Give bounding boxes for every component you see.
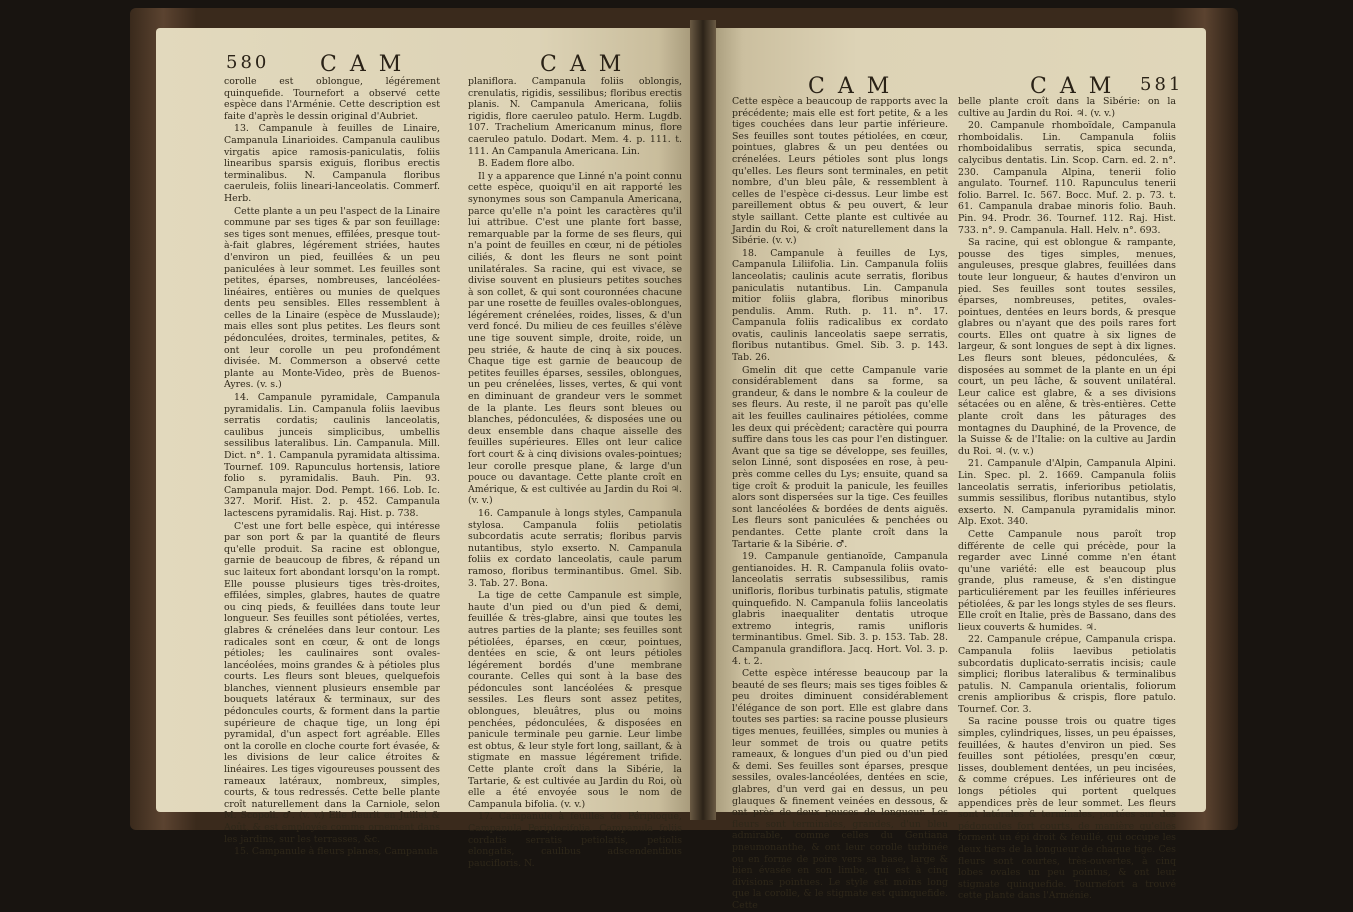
left-page-number: 580 <box>226 52 270 73</box>
paragraph: 14. Campanule pyramidale, Campanula pyramidalis. Lin. Campanula foliis laevibus serratis cordatis; caulinis lanceolatis, caulibus junceis simplicibus, umbellis sessilibus lateralibus. Lin. Campanula. Mill. Dict. n°. 1. Campanula pyramidata altissima. Tournef. 109. Rapunculus hortensis, latiore folio s. pyramidalis. Bauh. Pin. 93. Campanula major. Dod. Pempt. 166. Lob. Ic. 327. Morif. Hist. 2. p. 452. Campanula lactescens pyramidalis. Raj. Hist. p. 738. <box>224 392 440 519</box>
paragraph: Cette espèce a beaucoup de rapports avec la précédente; mais elle est fort petite, & a les tiges couchées dans leur partie inférieure. Ses feuilles sont toutes pétiolées, en cœur, pointues, glabres & un peu dentées ou crénelées. Leurs pétioles sont plus longs qu'elles. Les fleurs sont terminales, en petit nombre, d'un bleu pâle, & ressemblent à celles de l'espèce ci-dessus. Leur limbe est pareillement obtus & peu ouvert, & leur style saillant. Cette plante est cultivée au Jardin du Roi, & croît naturellement dans la Sibérie. (v. v.) <box>732 96 948 247</box>
right-page-number: 581 <box>1140 74 1184 95</box>
paragraph: 20. Campanule rhomboïdale, Campanula rhomboidalis. Lin. Campanula foliis rhomboidalibus serratis, spica secunda, calycibus dentatis. Lin. Scop. Carn. ed. 2. n°. 230. Campanula Alpina, tenerii folio angulato. Tournef. 110. Rapunculus tenerii folio. Barrel. Ic. 567. Bocc. Muf. 2. p. 73. t. 61. Campanula drabae minoris folio. Bauh. Pin. 94. Prodr. 36. Tournef. 112. Raj. Hist. 733. n°. 9. Campanula. Hall. Helv. n°. 693. <box>958 120 1176 236</box>
paragraph: Cette plante a un peu l'aspect de la Linaire commune par ses tiges & par son feuillage: ses tiges sont menues, effilées, presque tout-à-fait glabres, légérement striées, hautes d'environ un pied, feuillées & un peu paniculées à leur sommet. Les feuilles sont petites, éparses, nombreuses, lancéolées-linéaires, entières ou munies de quelques dents peu sensibles. Elles ressemblent à celles de la Linaire (espèce de Musslaude); mais elles sont plus petites. Les fleurs sont pédonculées, droites, terminales, petites, & ont leur corolle un peu profondément divisée. M. Commerson a observé cette plante au Monte-Video, près de Buenos-Ayres. (v. s.) <box>224 205 440 391</box>
paragraph: Cette Campanule nous paroît trop différente de celle qui précède, pour la regarder avec Linné comme n'en étant qu'une variété: elle est beaucoup plus grande, plus rameuse, & s'en distingue particuliérement par les feuilles inférieures pétiolées, & par les longs styles de ses fleurs. Elle croît en Italie, près de Bassano, dans des lieux couverts & humides. ♃. <box>958 528 1176 633</box>
paragraph: 15. Campanule à fleurs planes, Campanula <box>234 846 439 858</box>
paragraph: 16. Campanule à longs styles, Campanula stylosa. Campanula foliis petiolatis subcordatis acute serratis; floribus parvis nutantibus, stylo exserto. N. Campanula foliis ex cordato lanceolatis, caule parum ramoso, floribus terminantibus. Gmel. Sib. 3. Tab. 27. Bona. <box>468 507 682 589</box>
paragraph: 18. Campanule à feuilles de Lys, Campanula Liliifolia. Lin. Campanula foliis lanceolatis; caulinis acute serratis, floribus paniculatis nutantibus. Lin. Campanula mitior foliis glabra, floribus minoribus pendulis. Amm. Ruth. p. 11. n°. 17. Campanula foliis radicalibus ex cordato ovatis, caulinis lanceolatis saepe serratis, floribus nutantibus. Gmel. Sib. 3. p. 143. Tab. 26. <box>732 247 948 364</box>
paragraph: 22. Campanule crépue, Campanula crispa. Campanula foliis laevibus petiolatis subcordatis duplicato-serratis incisis; caule simplici; floribus lateralibus & terminalibus patulis. N. Campanula orientalis, foliorum crenis amplioribus & crispis, flore patulo. Tournef. Cor. 3. <box>958 634 1176 715</box>
paragraph: Cette espèce intéresse beaucoup par la beauté de ses fleurs; mais ses tiges foibles & peu droites diminuent considérablement l'élégance de son port. Elle est glabre dans toutes ses parties: sa racine pousse plusieurs tiges menues, feuillées, simples ou munies à leur sommet de trois ou quatre petits rameaux, & longues d'un pied ou d'un pied & demi. Ses feuilles sont éparses, presque sessiles, ovales-lancéolées, dentées en scie, glabres, d'un verd gai en dessus, un peu glauques & finement veinées en dessous, & ont près de deux pouces de longueur. Les fleurs sont terminales, grandes, d'un bleu admirable, comme celles du Gentiana pneumonanthe, & ont leur corolle turbinée ou en forme de poire vers sa base, large & bien évasée en son limbe, qui est à cinq divisions pointues. Le style est moins long que la corolle, & le stigmate est quinquefide. Cette <box>732 668 948 911</box>
right-column-2 <box>958 96 1176 902</box>
left-running-head-2: C A M <box>540 52 625 77</box>
paragraph: planiflora. Campanula foliis oblongis, crenulatis, rigidis, sessilibus; floribus erectis planis. N. Campanula Americana, foliis rigidis, flore caeruleo patulo. Herm. Lugdb. 107. Trachelium Americanum minus, flore caeruleo patulo. Dodart. Mem. 4. p. 111. t. 111. An Campanula Americana. Lin. <box>468 76 682 157</box>
paragraph: C'est une fort belle espèce, qui intéresse par son port & par la quantité de fleurs qu'elle produit. Sa racine est oblongue, garnie de beaucoup de fibres, & répand un suc laiteux fort abondant lorsqu'on la rompt. Elle pousse plusieurs tiges très-droites, effilées, simples, glabres, hautes de quatre ou cinq pieds, & feuillées dans toute leur longueur. Ses feuilles sont pétiolées, vertes, glabres & crénelées dans leur contour. Les radicales sont en cœur, & ont de longs pétioles; les caulinaires sont ovales-lancéolées, moins grandes & à pétioles plus courts. Les fleurs sont bleues, quelquefois blanches, viennent plusieurs ensemble par bouquets latéraux & terminaux, sur des pédoncules courts, & forment dans la partie supérieure de chaque tige, un long épi pyramidal, d'un aspect fort agréable. Elles ont la corolle en cloche courte fort évasée, & les divisions de leur calice étroites & linéaires. Les tiges vigoureuses poussent des rameaux latéraux, nombreux, simples, courts, & tous redressés. Cette belle plante croît naturellement dans la Carniole, selon M. Scopoli. ♂. (v. v.) Elle fleurit en Juillet & Août, & est employée comme ornement dans les jardins, sur les terrasses, &c. <box>224 520 440 845</box>
paragraph: Il y a apparence que Linné n'a point connu cette espèce, quoiqu'il en ait rapporté les synonymes sous son Campanula Americana, parce qu'elle n'a point les caractères qu'il lui attribue. C'est une plante fort basse, remarquable par la forme de ses fleurs, qui n'a point de feuilles en cœur, ni de pétioles ciliés, & dont les fleurs ne sont point unilatérales. Sa racine, qui est vivace, se divise souvent en plusieurs petites souches à son collet, & qui sont couronnées chacune par une rosette de feuilles ovales-oblongues, légérement crénelées, roides, lisses, & d'un verd foncé. Du milieu de ces feuilles s'élève une tige souvent simple, droite, roide, un peu striée, & haute de cinq à six pouces. Chaque tige est garnie de beaucoup de petites feuilles éparses, sessiles, oblongues, un peu crénelées, lisses, vertes, & qui vont en diminuant de grandeur vers le sommet de la plante. Les fleurs sont bleues ou blanches, pédonculées, & disposées une ou deux ensemble dans chaque aisselle des feuilles supérieures. Elles ont leur calice fort court & à cinq divisions ovales-pointues; leur corolle presque plane, & large d'un pouce ou davantage. Cette plante croît en Amérique, & est cultivée au Jardin du Roi ♃. (v. v.) <box>468 170 682 507</box>
paragraph: Sa racine, qui est oblongue & rampante, pousse des tiges simples, menues, anguleuses, presque glabres, feuillées dans toute leur longueur, & hautes d'environ un pied. Ses feuilles sont toutes sessiles, éparses, nombreuses, petites, ovales-pointues, dentées en leurs bords, & presque glabres ou n'ayant que des poils rares fort courts. Elles ont quatre à six lignes de largeur, & sont longues de sept à dix lignes. Les fleurs sont bleues, pédonculées, & disposées au sommet de la plante en un épi court, un peu lâche, & souvent unilatéral. Leur calice est glabre, & a ses divisions sétacées ou en alêne, & très-entières. Cette plante croît dans les pâturages des montagnes du Dauphiné, de la Provence, de la Suisse & de l'Italie: on la cultive au Jardin du Roi. ♃. (v. v.) <box>958 237 1176 457</box>
left-column-1 <box>224 76 440 858</box>
paragraph: 17. Campanule à feuilles de Périploque, Campanula Periplocifolia. Campanula foliis cordatis serratis petiolatis, petiolis elongatis, caulibus adscendentibus paucifloris. N. <box>468 811 682 869</box>
paragraph: 21. Campanule d'Alpin, Campanula Alpini. Lin. Spec. pl. 2. 1669. Campanula foliis lanceolatis serratis, inferioribus petiolatis, summis sessilibus, floribus nutantibus, stylo exserto. N. Campanula pyramidalis minor. Alp. Exot. 340. <box>958 458 1176 528</box>
paragraph: La tige de cette Campanule est simple, haute d'un pied ou d'un pied & demi, feuillée & très-glabre, ainsi que toutes les autres parties de la plante; ses feuilles sont pétiolées, éparses, en cœur, pointues, dentées en scie, & ont leurs pétioles légérement bordés d'une membrane courante. Celles qui sont à la base des pédoncules sont lancéolées & presque sessiles. Les fleurs sont assez petites, oblongues, bleuâtres, plus ou moins penchées, pédonculées, & disposées en panicule terminale peu garnie. Leur limbe est obtus, & leur style fort long, saillant, & à stigmate en massue légérement trifide. Cette plante croît dans la Sibérie, la Tartarie, & est cultivée au Jardin du Roi, où elle a été envoyée sous le nom de Campanula bifolia. (v. v.) <box>468 590 682 810</box>
paragraph: corolle est oblongue, légérement quinquefide. Tournefort a observé cette espèce dans l'Arménie. Cette description est faite d'après le dessin original d'Aubriet. <box>224 76 440 122</box>
left-running-head: C A M <box>320 52 405 77</box>
paragraph: Sa racine pousse trois ou quatre tiges simples, cylindriques, lisses, un peu épaisses, feuillées, & hautes d'environ un pied. Ses feuilles sont pétiolées, presqu'en cœur, lisses, doublement dentées, un peu incisées, & comme crépues. Les inférieures ont de longs pétioles qui portent quelques appendices près de leur sommet. Les fleurs sont latérales & terminales, portées sur des pédoncules fort courts, de manière qu'elles forment un épi droit & feuillé, qui occupe les deux tiers de la longueur de chaque tige. Ces fleurs sont courtes, très-ouvertes, à cinq lobes ovales un peu pointus, & ont leur stigmate quinquefide. Tournefort a trouvé cette plante dans l'Arménie. <box>958 716 1176 902</box>
paragraph: Gmelin dit que cette Campanule varie considérablement dans sa forme, sa grandeur, & dans le nombre & la couleur de ses fleurs. Au reste, il ne paroît pas qu'elle ait les feuilles caulinaires pétiolées, comme les deux qui précèdent; caractère qui pourra suffire dans tous les cas pour l'en distinguer. Avant que sa tige se développe, ses feuilles, selon Linné, sont disposées en rose, à peu-près comme celles du Lys; ensuite, quand sa tige croît & produit la panicule, les feuilles alors sont dispersées sur la tige. Ces feuilles sont lancéolées & bordées de dents aiguës. Les fleurs sont paniculées & penchées ou pendantes. Cette plante croît dans la Tartarie & la Sibérie. ♂. <box>732 364 948 550</box>
paragraph: belle plante croît dans la Sibérie: on la cultive au Jardin du Roi. ♃. (v. v.) <box>958 96 1176 119</box>
right-running-head: C A M <box>808 74 893 99</box>
book-gutter <box>690 20 716 820</box>
left-column-2 <box>468 76 682 869</box>
right-running-head-2: C A M <box>1030 74 1115 99</box>
right-column-1 <box>732 96 948 911</box>
paragraph: 19. Campanule gentianoïde, Campanula gentianoides. H. R. Campanula foliis ovato-lanceolatis serratis subsessilibus, ramis unifloris, floribus turbinatis patulis, stigmate quinquefido. N. Campanula foliis lanceolatis glabris inaequaliter dentatis utroque extremo integris, ramis unifloris terminantibus. Gmel. Sib. 3. p. 153. Tab. 28. Campanula grandiflora. Jacq. Hort. Vol. 3. p. 4. t. 2. <box>732 551 948 667</box>
paragraph: B. Eadem flore albo. <box>478 158 575 170</box>
paragraph: 13. Campanule à feuilles de Linaire, Campanula Linarioides. Campanula caulibus virgatis apice ramosis-paniculatis, foliis linearibus sparsis exiguis, floribus erectis terminalibus. N. Campanula floribus caeruleis, foliis lineari-lanceolatis. Commerf. Herb. <box>224 123 440 204</box>
